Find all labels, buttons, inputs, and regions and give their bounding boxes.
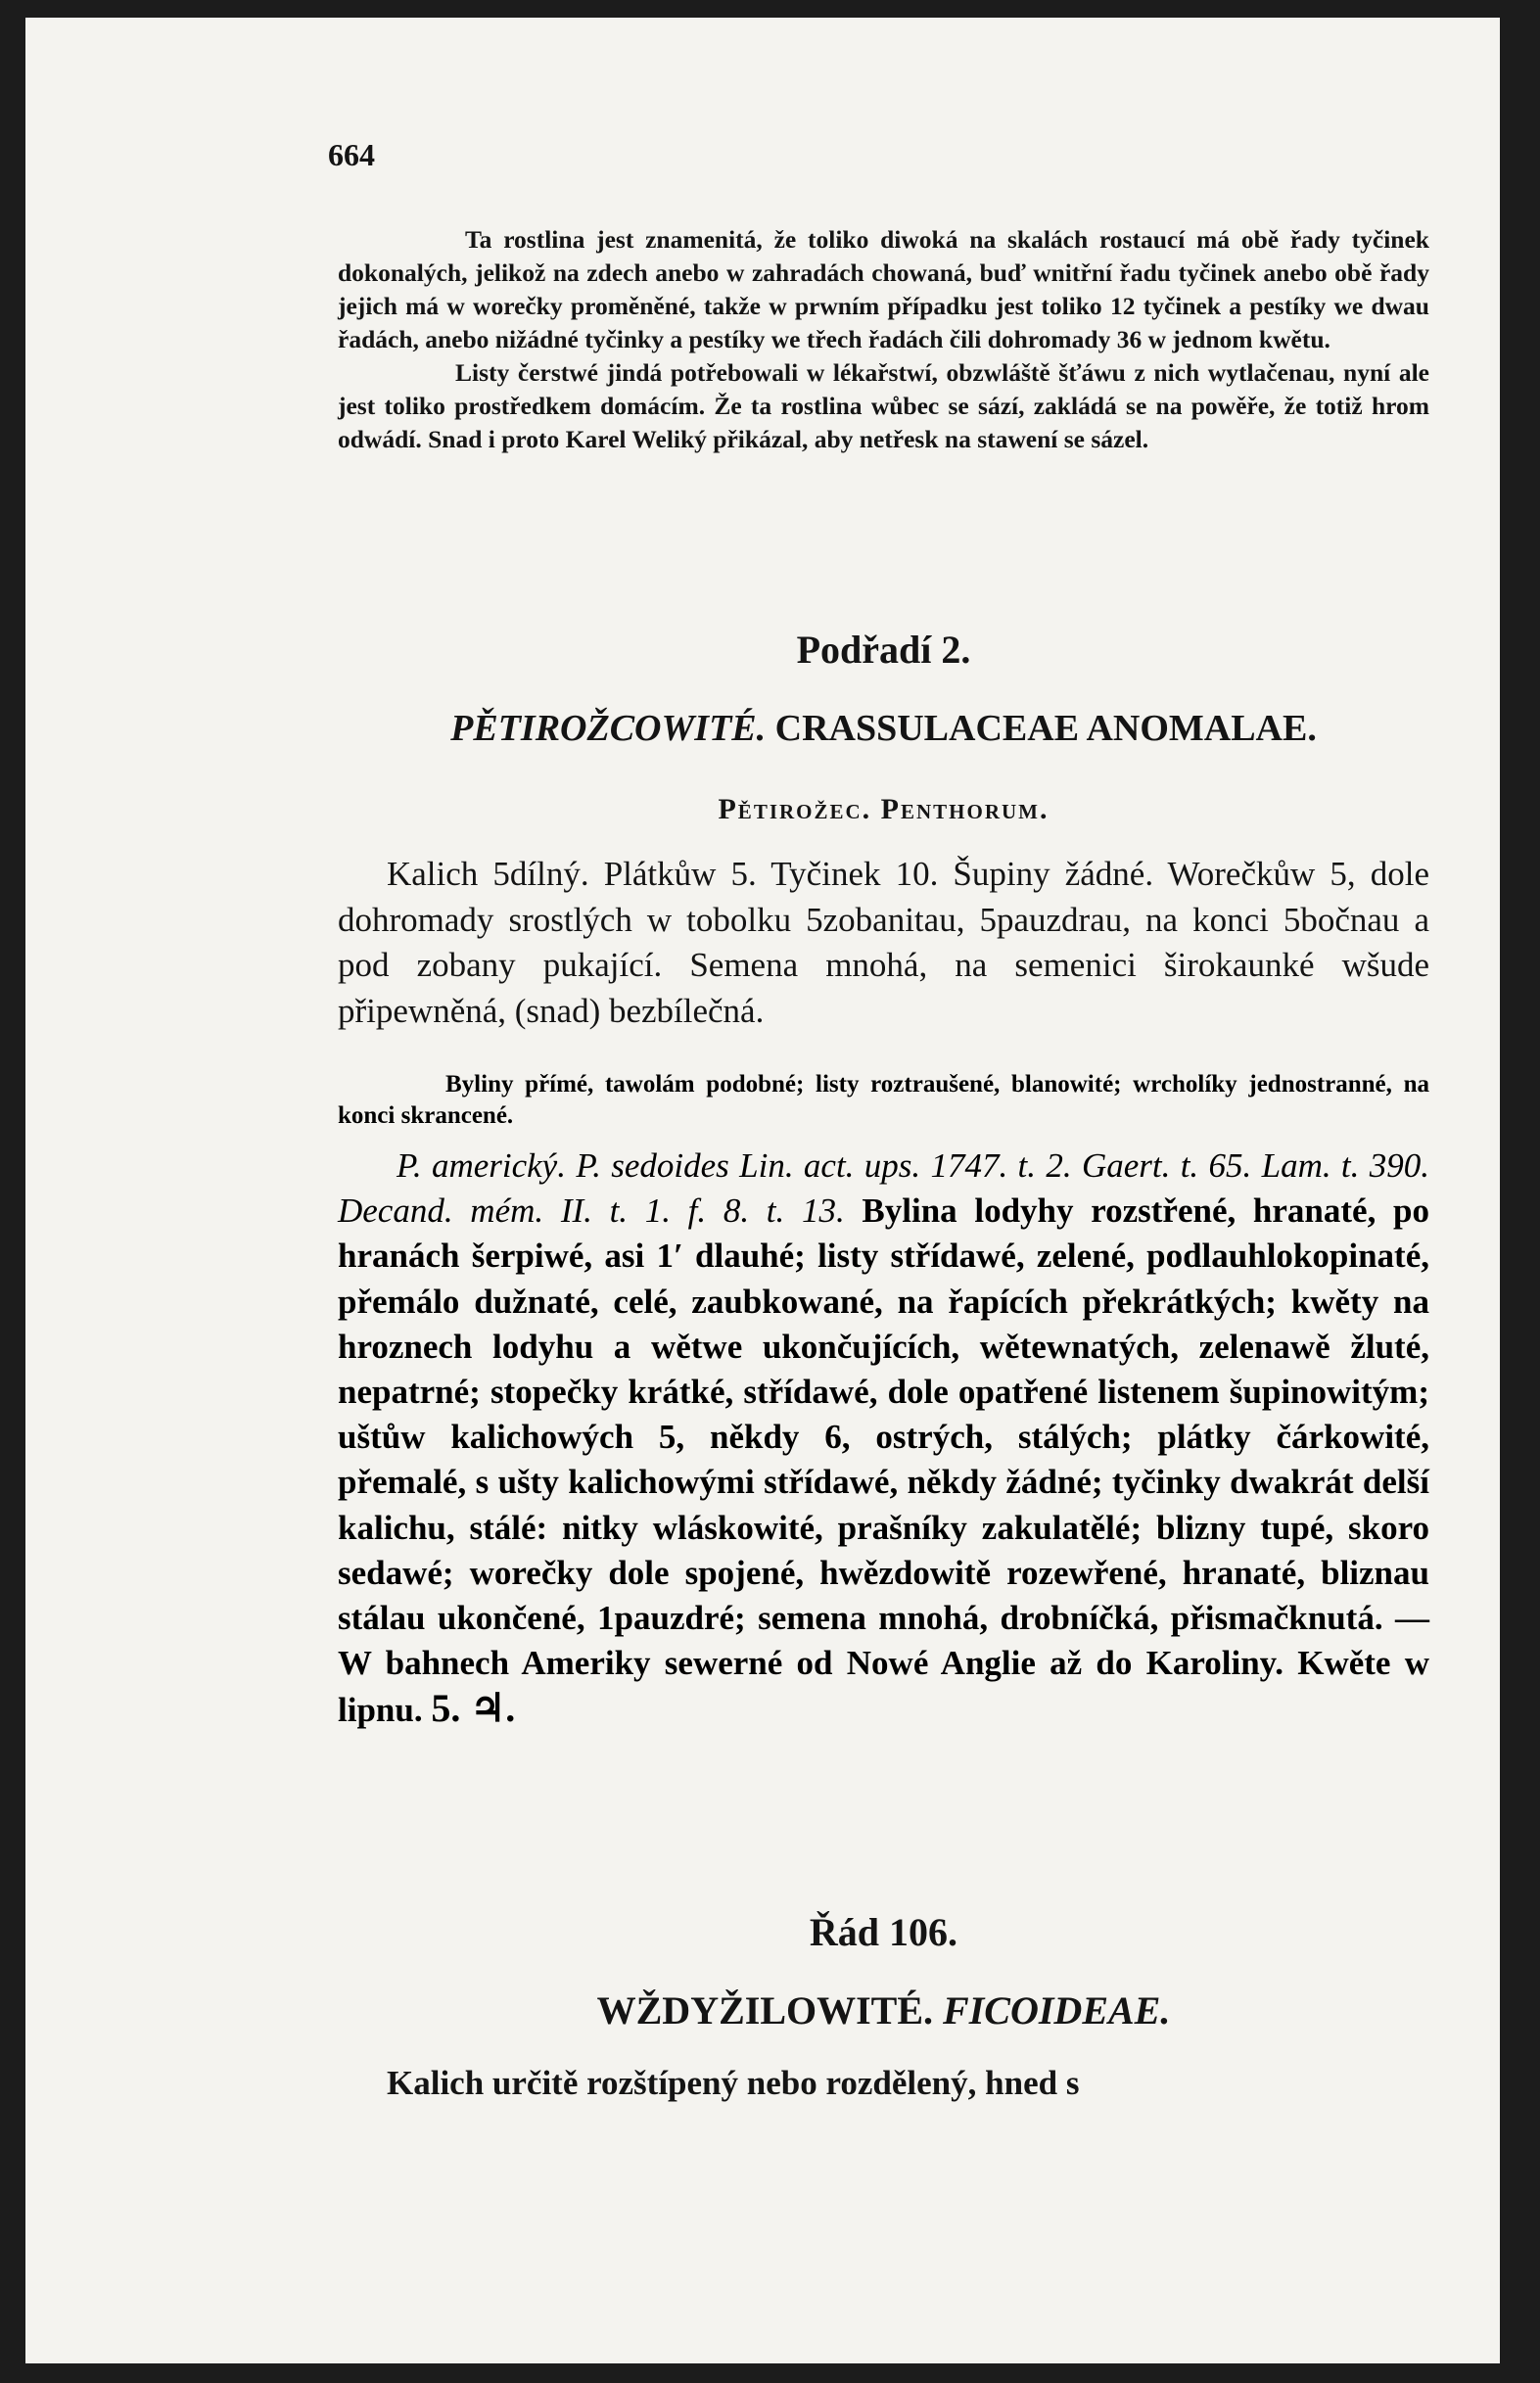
species-paragraph	[338, 1144, 1429, 1734]
genus-heading: Pětirožec. Penthorum.	[718, 793, 1050, 825]
order-heading: Řád 106.	[809, 1910, 958, 1954]
species-name: P. americký.	[397, 1146, 566, 1185]
suborder-heading: Podřadí 2.	[796, 628, 971, 672]
species-description: Bylina lodyhy rozstřené, hranaté, po hranách šerpiwé, asi 1′ dlauhé; listy střídawé, zelené, podlauhlokopinaté, přemálo dužnaté, celé, zaubkowané, na řapících překrátkých; kwěty na hroznech lodyhu a wětwe ukončujících, wětewnatých, zelenawě žluté, nepatrné; stopečky krátké, střídawé, dole opatřené listenem šupinowitým; uštůw kalichowých 5, někdy 6, ostrých, stálých; plátky čárkowité, přemalé, s ušty kalichowými střídawé, někdy žádné; tyčinky dwakrát delší kalichu, stálé: nitky wláskowité, prašníky zakulatělé; blizny tupé, skoro sedawé; worečky dole spojené, hwězdowitě rozewřené, hranaté, bliznau stálau ukončené, 1pauzdré; semena mnohá, drobníčká, přismačknutá. — W bahnech Ameriky sewerné od Nowé Anglie až do Karoliny. Kwěte w lipnu.	[338, 1192, 1429, 1730]
family-czech-name: PĚTIROŽCOWITÉ.	[450, 708, 767, 749]
genus-description-section	[338, 852, 1429, 1034]
order-czech-name: WŽDYŽILOWITÉ.	[596, 1988, 934, 2033]
order-latin-name: FICOIDEAE.	[943, 1988, 1171, 2033]
genus-note-section	[338, 1069, 1429, 1132]
intro-section	[338, 223, 1429, 456]
genus-note: Byliny přímé, tawolám podobné; listy roztraušené, blanowité; wrcholíky jednostranné, na konci skrancené.	[338, 1071, 1429, 1129]
order-title	[338, 1987, 1429, 2033]
genus-description: Kalich 5dílný. Plátkůw 5. Tyčinek 10. Šupiny žádné. Worečkůw 5, dole dohromady srostlých w tobolku 5zobanitau, 5pauzdrau, na konci 5bočnau a pod zobany pukající. Semena mnohá, na semenici širokaunké wšude připewněná, (snad) bezbílečná.	[338, 855, 1429, 1030]
intro-paragraph-1: Ta rostlina jest znamenitá, že toliko diwoká na skalách rostaucí má obě řady tyčinek dokonalých, jelikož na zdech anebo w zahradách chowaná, buď wnitřní řadu tyčinek anebo obě řady jejich má w worečky proměněné, takže w prwním případku jest toliko 12 tyčinek a pestíky we dwau řadách, anebo nižádné tyčinky a pestíky we třech řadách čili dohromady 36 w jednom kwětu.	[338, 225, 1429, 353]
order-description-section	[338, 2061, 1429, 2107]
species-references: P. sedoides Lin. act. ups. 1747. t. 2. Gaert. t. 65. Lam. t. 390. Decand. mém. II. t. 1. f. 8. t. 13.	[338, 1146, 1429, 1231]
intro-paragraph-2: Listy čerstwé jindá potřebowali w lékařstwí, obzwláště šťáwu z nich wytlačenau, nyní ale jest toliko prostředkem domácím. Že ta rostlina wůbec se sází, zakládá se na powěře, že totiž hrom odwádí. Snad i proto Karel Weliký přikázal, aby netřesk na stawení se sázel.	[338, 358, 1429, 453]
page-number: 664	[328, 137, 375, 172]
lifespan-symbol: 5. ♃.	[431, 1686, 516, 1731]
order-description: Kalich určitě rozštípený nebo rozdělený, hned s	[387, 2064, 1080, 2102]
family-heading	[338, 707, 1429, 750]
species-section	[338, 1144, 1429, 1734]
family-latin-name: CRASSULACEAE ANOMALAE.	[774, 708, 1317, 749]
